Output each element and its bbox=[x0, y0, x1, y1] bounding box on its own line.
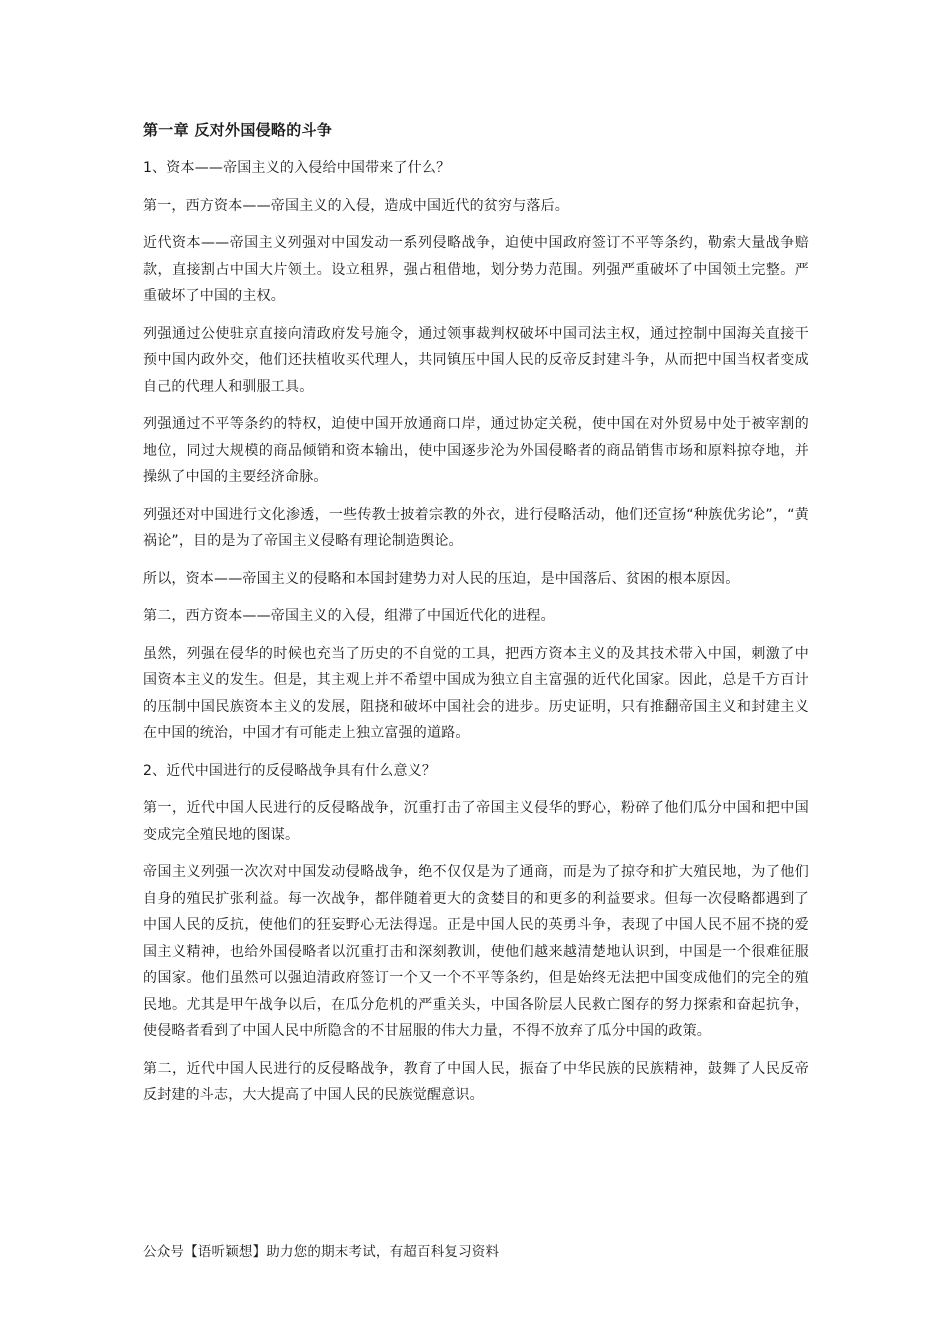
question-2-heading: 2、近代中国进行的反侵略战争具有什么意义？ bbox=[143, 762, 437, 779]
paragraph-cultural-infiltration: 列强还对中国进行文化渗透，一些传教士披着宗教的外衣，进行侵略活动，他们还宣扬“种族优劣论”，“黄祸论”，目的是为了帝国主义侵略有理论制造舆论。 bbox=[143, 506, 809, 549]
chapter-title: 第一章 反对外国侵略的斗争 bbox=[143, 121, 333, 139]
paragraph-economic-control: 列强通过不平等条约的特权，迫使中国开放通商口岸，通过协定关税，使中国在对外贸易中处于被宰割的地位，同过大规模的商品倾销和资本输出，使中国逐步沦为外国侵略者的商品销售市场和原料掠夺地，并操纵了中国的主要经济命脉。 bbox=[143, 416, 809, 485]
paragraph-root-cause: 所以，资本——帝国主义的侵略和本国封建势力对人民的压迫，是中国落后、贫困的根本原因。 bbox=[143, 570, 740, 587]
paragraph-political-control: 列强通过公使驻京直接向清政府发号施令，通过领事裁判权破坏中国司法主权，通过控制中国海关直接干预中国内政外交，他们还扶植收买代理人，共同镇压中国人民的反帝反封建斗争，从而把中国当权者变成自己的代理人和驯服工具。 bbox=[143, 325, 809, 395]
document-body bbox=[143, 118, 809, 1120]
footer-promo-text: 公众号【语听颖想】助力您的期末考试，有超百科复习资料 bbox=[143, 1244, 500, 1260]
paragraph-war-indemnity: 近代资本——帝国主义列强对中国发动一系列侵略战争，迫使中国政府签订不平等条约，勒索大量战争赔款，直接割占中国大片领土。设立租界，强占租借地，划分势力范围。列强严重破坏了中国领土完整。严重破坏了中国的主权。 bbox=[143, 235, 809, 304]
answer-2-point-1-heading: 第一，近代中国人民进行的反侵略战争，沉重打击了帝国主义侵华的野心，粉碎了他们瓜分中国和把中国变成完全殖民地的图谋。 bbox=[143, 800, 809, 843]
answer-1-point-1-heading: 第一，西方资本——帝国主义的入侵，造成中国近代的贫穷与落后。 bbox=[143, 197, 569, 214]
question-1-heading: 1、资本——帝国主义的入侵给中国带来了什么？ bbox=[143, 160, 451, 176]
paragraph-modernization: 虽然，列强在侵华的时候也充当了历史的不自觉的工具，把西方资本主义的及其技术带入中国，刺激了中国资本主义的发生。但是，其主观上并不希望中国成为独立自主富强的近代化国家。因此，总是千方百计的压制中国民族资本主义的发展，阻挠和破坏中国社会的进步。历史证明，只有推翻帝国主义和封建主义在中国的统治，中国才有可能走上独立富强的道路。 bbox=[143, 645, 809, 741]
answer-2-point-2-heading: 第二，近代中国人民进行的反侵略战争，教育了中国人民，振奋了中华民族的民族精神，鼓舞了人民反帝反封建的斗志，大大提高了中国人民的民族觉醒意识。 bbox=[143, 1060, 809, 1103]
paragraph-resistance: 帝国主义列强一次次对中国发动侵略战争，绝不仅仅是为了通商，而是为了掠夺和扩大殖民地，为了他们自身的殖民扩张利益。每一次战争，都伴随着更大的贪婪目的和更多的利益要求。但每一次侵略都遇到了中国人民的反抗，使他们的狂妄野心无法得逞。正是中国人民的英勇斗争，表现了中国人民不屈不挠的爱国主义精神，也给外国侵略者以沉重打击和深刻教训，使他们越来越清楚地认识到，中国是一个很难征服的国家。他们虽然可以强迫清政府签订一个又一个不平等条约，但是始终无法把中国变成他们的完全的殖民地。尤其是甲午战争以后，在瓜分危机的严重关头，中国各阶层人民救亡图存的努力探索和奋起抗争，使侵略者看到了中国人民中所隐含的不甘屈服的伟大力量，不得不放弃了瓜分中国的政策。 bbox=[143, 864, 809, 1039]
answer-1-point-2-heading: 第二，西方资本——帝国主义的入侵，组滞了中国近代化的进程。 bbox=[143, 608, 555, 624]
